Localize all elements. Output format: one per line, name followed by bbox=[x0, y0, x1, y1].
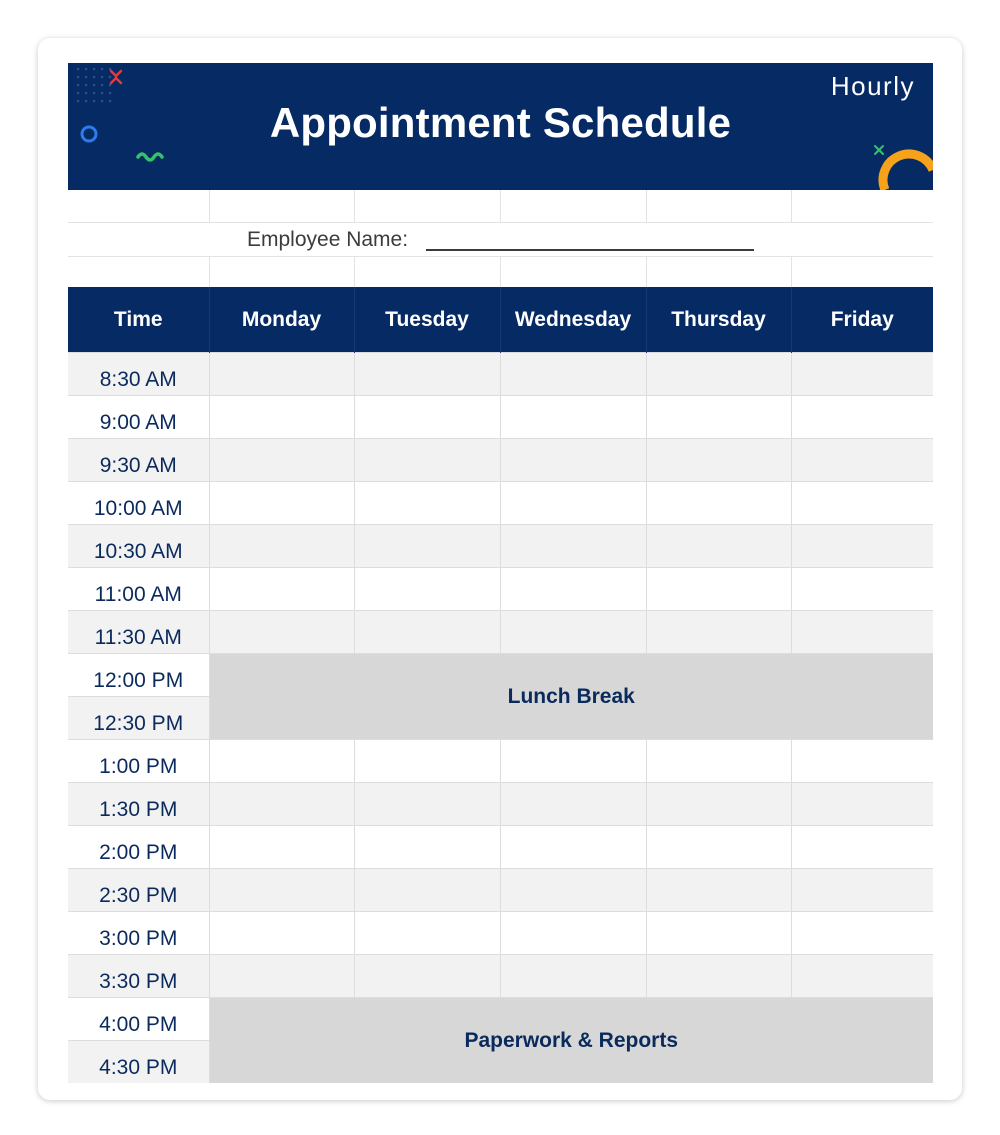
slot-cell-wednesday[interactable] bbox=[500, 869, 646, 912]
column-header-time: Time bbox=[68, 287, 209, 353]
slot-cell-friday[interactable] bbox=[791, 826, 933, 869]
slot-cell-thursday[interactable] bbox=[646, 869, 791, 912]
slot-cell-tuesday[interactable] bbox=[354, 396, 500, 439]
slot-cell-friday[interactable] bbox=[791, 955, 933, 998]
table-row bbox=[68, 482, 933, 525]
table-row bbox=[68, 912, 933, 955]
slot-cell-monday[interactable] bbox=[209, 826, 354, 869]
slot-cell-tuesday[interactable] bbox=[354, 783, 500, 826]
column-header-friday: Friday bbox=[791, 287, 933, 353]
spacer-row-bottom bbox=[68, 256, 933, 287]
slot-cell-friday[interactable] bbox=[791, 525, 933, 568]
slot-cell-friday[interactable] bbox=[791, 353, 933, 396]
time-slot-label: 12:00 PM bbox=[68, 654, 209, 697]
page-title: Appointment Schedule bbox=[269, 99, 732, 146]
slot-cell-monday[interactable] bbox=[209, 611, 354, 654]
table-row bbox=[68, 611, 933, 654]
slot-cell-friday[interactable] bbox=[791, 482, 933, 525]
brand-logo: Hourly bbox=[830, 71, 915, 101]
slot-cell-tuesday[interactable] bbox=[354, 439, 500, 482]
slot-cell-monday[interactable] bbox=[209, 482, 354, 525]
slot-cell-tuesday[interactable] bbox=[354, 912, 500, 955]
time-slot-label: 11:00 AM bbox=[68, 568, 209, 611]
slot-cell-monday[interactable] bbox=[209, 869, 354, 912]
slot-cell-wednesday[interactable] bbox=[500, 353, 646, 396]
slot-cell-friday[interactable] bbox=[791, 611, 933, 654]
table-row bbox=[68, 568, 933, 611]
slot-cell-wednesday[interactable] bbox=[500, 740, 646, 783]
slot-cell-tuesday[interactable] bbox=[354, 740, 500, 783]
employee-name-field[interactable] bbox=[426, 249, 754, 251]
table-row bbox=[68, 439, 933, 482]
slot-cell-tuesday[interactable] bbox=[354, 568, 500, 611]
column-header-thursday: Thursday bbox=[646, 287, 791, 353]
slot-cell-wednesday[interactable] bbox=[500, 396, 646, 439]
slot-cell-thursday[interactable] bbox=[646, 396, 791, 439]
time-slot-label: 3:30 PM bbox=[68, 955, 209, 998]
schedule-block: Lunch Break bbox=[209, 654, 933, 740]
slot-cell-friday[interactable] bbox=[791, 912, 933, 955]
time-slot-label: 1:00 PM bbox=[68, 740, 209, 783]
table-row bbox=[68, 783, 933, 826]
time-slot-label: 2:30 PM bbox=[68, 869, 209, 912]
slot-cell-monday[interactable] bbox=[209, 396, 354, 439]
time-slot-label: 4:00 PM bbox=[68, 998, 209, 1041]
time-slot-label: 3:00 PM bbox=[68, 912, 209, 955]
slot-cell-friday[interactable] bbox=[791, 869, 933, 912]
slot-cell-wednesday[interactable] bbox=[500, 955, 646, 998]
slot-cell-monday[interactable] bbox=[209, 783, 354, 826]
column-header-tuesday: Tuesday bbox=[354, 287, 500, 353]
time-slot-label: 4:30 PM bbox=[68, 1041, 209, 1084]
schedule-block: Paperwork & Reports bbox=[209, 998, 933, 1084]
slot-cell-friday[interactable] bbox=[791, 396, 933, 439]
slot-cell-thursday[interactable] bbox=[646, 525, 791, 568]
time-slot-label: 9:00 AM bbox=[68, 396, 209, 439]
slot-cell-wednesday[interactable] bbox=[500, 611, 646, 654]
slot-cell-tuesday[interactable] bbox=[354, 353, 500, 396]
slot-cell-wednesday[interactable] bbox=[500, 482, 646, 525]
employee-name-row bbox=[68, 222, 933, 257]
slot-cell-tuesday[interactable] bbox=[354, 955, 500, 998]
slot-cell-friday[interactable] bbox=[791, 568, 933, 611]
slot-cell-wednesday[interactable] bbox=[500, 826, 646, 869]
slot-cell-tuesday[interactable] bbox=[354, 482, 500, 525]
slot-cell-thursday[interactable] bbox=[646, 353, 791, 396]
table-row bbox=[68, 955, 933, 998]
slot-cell-tuesday[interactable] bbox=[354, 525, 500, 568]
time-slot-label: 10:00 AM bbox=[68, 482, 209, 525]
slot-cell-wednesday[interactable] bbox=[500, 439, 646, 482]
slot-cell-thursday[interactable] bbox=[646, 482, 791, 525]
time-slot-label: 9:30 AM bbox=[68, 439, 209, 482]
time-slot-label: 2:00 PM bbox=[68, 826, 209, 869]
slot-cell-monday[interactable] bbox=[209, 439, 354, 482]
time-slot-label: 8:30 AM bbox=[68, 353, 209, 396]
slot-cell-thursday[interactable] bbox=[646, 568, 791, 611]
table-row bbox=[68, 654, 933, 697]
table-row bbox=[68, 869, 933, 912]
slot-cell-thursday[interactable] bbox=[646, 783, 791, 826]
slot-cell-thursday[interactable] bbox=[646, 955, 791, 998]
slot-cell-monday[interactable] bbox=[209, 568, 354, 611]
slot-cell-monday[interactable] bbox=[209, 912, 354, 955]
slot-cell-wednesday[interactable] bbox=[500, 912, 646, 955]
schedule-table bbox=[68, 287, 933, 1083]
column-header-monday: Monday bbox=[209, 287, 354, 353]
slot-cell-thursday[interactable] bbox=[646, 740, 791, 783]
table-row bbox=[68, 740, 933, 783]
table-row bbox=[68, 396, 933, 439]
time-slot-label: 12:30 PM bbox=[68, 697, 209, 740]
slot-cell-wednesday[interactable] bbox=[500, 783, 646, 826]
column-header-wednesday: Wednesday bbox=[500, 287, 646, 353]
table-row bbox=[68, 353, 933, 396]
slot-cell-wednesday[interactable] bbox=[500, 525, 646, 568]
time-slot-label: 1:30 PM bbox=[68, 783, 209, 826]
arc-decoration-icon bbox=[873, 140, 933, 190]
slot-cell-monday[interactable] bbox=[209, 740, 354, 783]
time-slot-label: 11:30 AM bbox=[68, 611, 209, 654]
table-row bbox=[68, 525, 933, 568]
slot-cell-wednesday[interactable] bbox=[500, 568, 646, 611]
employee-name-label: Employee Name: bbox=[247, 228, 409, 251]
table-row bbox=[68, 998, 933, 1041]
slot-cell-tuesday[interactable] bbox=[354, 869, 500, 912]
header-row bbox=[68, 287, 933, 353]
time-slot-label: 10:30 AM bbox=[68, 525, 209, 568]
slot-cell-friday[interactable] bbox=[791, 439, 933, 482]
slot-cell-thursday[interactable] bbox=[646, 611, 791, 654]
slot-cell-thursday[interactable] bbox=[646, 439, 791, 482]
slot-cell-tuesday[interactable] bbox=[354, 826, 500, 869]
header-banner bbox=[68, 63, 933, 190]
slot-cell-friday[interactable] bbox=[791, 740, 933, 783]
slot-cell-tuesday[interactable] bbox=[354, 611, 500, 654]
slot-cell-thursday[interactable] bbox=[646, 912, 791, 955]
slot-cell-thursday[interactable] bbox=[646, 826, 791, 869]
slot-cell-friday[interactable] bbox=[791, 783, 933, 826]
slot-cell-monday[interactable] bbox=[209, 353, 354, 396]
table-row bbox=[68, 826, 933, 869]
slot-cell-monday[interactable] bbox=[209, 525, 354, 568]
slot-cell-monday[interactable] bbox=[209, 955, 354, 998]
spacer-row-top bbox=[68, 190, 933, 223]
